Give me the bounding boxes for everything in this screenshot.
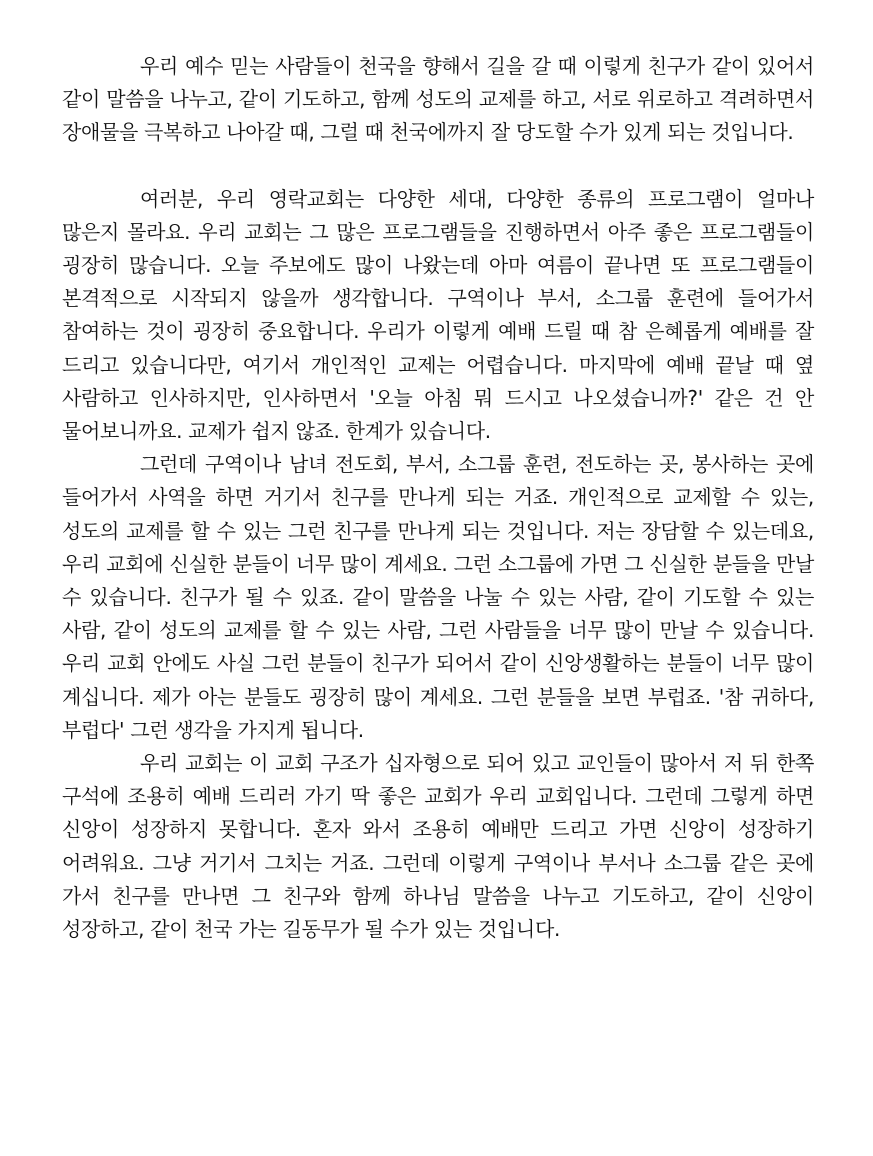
paragraph-3: 그런데 구역이나 남녀 전도회, 부서, 소그룹 훈련, 전도하는 곳, 봉사하는 곳에 들어가서 사역을 하면 거기서 친구를 만나게 되는 거죠. 개인적으로 교제할 수 있는, 성도의 교제를 할 수 있는 그런 친구를 만나게 되는 것입니다. 저는 장담할 수 있는데요, 우리 교회에 신실한 분들이 너무 많이 계세요. 그런 소그룹에 가면 그 신실한 분들을 만날 수 있습니다. 친구가 될 수 있죠. 같이 말씀을 나눌 수 있는 사람, 같이 기도할 수 있는 사람, 같이 성도의 교제를 할 수 있는 사람, 그런 사람들을 너무 많이 만날 수 있습니다. 우리 교회 안에도 사실 그런 분들이 친구가 되어서 같이 신앙생활하는 분들이 너무 많이 계십니다. 제가 아는 분들도 굉장히 많이 계세요. 그런 분들을 보면 부럽죠. '참 귀하다, 부럽다' 그런 생각을 가지게 됩니다. (62, 452, 814, 742)
paragraph-4: 우리 교회는 이 교회 구조가 십자형으로 되어 있고 교인들이 많아서 저 뒤 한쪽 구석에 조용히 예배 드리러 가기 딱 좋은 교회가 우리 교회입니다. 그런데 그렇게 하면 신앙이 성장하지 못합니다. 혼자 와서 조용히 예배만 드리고 가면 신앙이 성장하기 어려워요. 그냥 거기서 그치는 거죠. 그런데 이렇게 구역이나 부서나 소그룹 같은 곳에 가서 친구를 만나면 그 친구와 함께 하나님 말씀을 나누고 기도하고, 같이 신앙이 성장하고, 같이 천국 가는 길동무가 될 수가 있는 것입니다. (62, 751, 814, 942)
document-body (62, 50, 814, 946)
paragraph-2: 여러분, 우리 영락교회는 다양한 세대, 다양한 종류의 프로그램이 얼마나 많은지 몰라요. 우리 교회는 그 많은 프로그램들을 진행하면서 아주 좋은 프로그램들이 굉장히 많습니다. 오늘 주보에도 많이 나왔는데 아마 여름이 끝나면 또 프로그램들이 본격적으로 시작되지 않을까 생각합니다. 구역이나 부서, 소그룹 훈련에 들어가서 참여하는 것이 굉장히 중요합니다. 우리가 이렇게 예배 드릴 때 참 은혜롭게 예배를 잘 드리고 있습니다만, 여기서 개인적인 교제는 어렵습니다. 마지막에 예배 끝날 때 옆 사람하고 인사하지만, 인사하면서 '오늘 아침 뭐 드시고 나오셨습니까?' 같은 건 안 물어보니까요. 교제가 쉽지 않죠. 한계가 있습니다. (62, 186, 814, 444)
paragraph-1: 우리 예수 믿는 사람들이 천국을 향해서 길을 갈 때 이렇게 친구가 같이 있어서 같이 말씀을 나누고, 같이 기도하고, 함께 성도의 교제를 하고, 서로 위로하고 격려하면서 장애물을 극복하고 나아갈 때, 그럴 때 천국에까지 잘 당도할 수가 있게 되는 것입니다. (62, 54, 814, 145)
